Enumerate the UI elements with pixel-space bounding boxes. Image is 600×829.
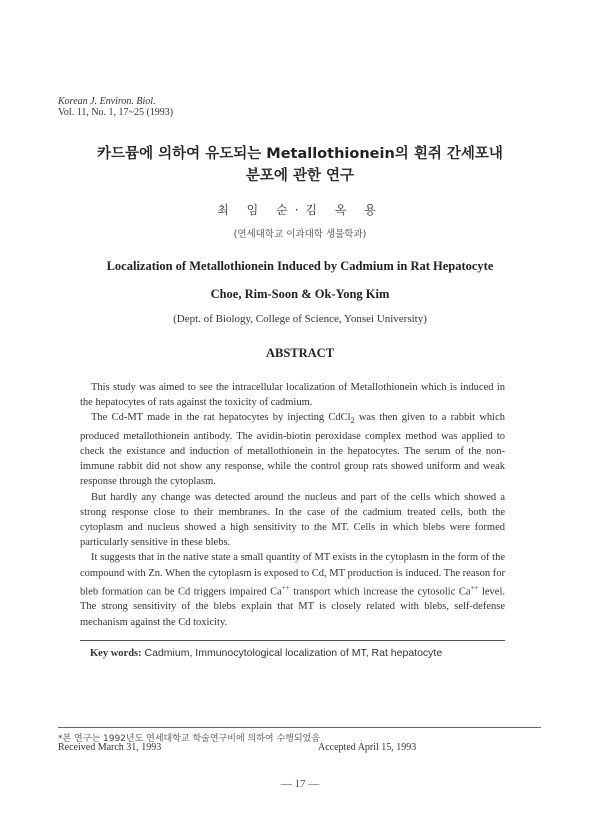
keywords-text: Cadmium, Immunocytological localization of MT, Rat hepatocyte [144, 647, 443, 659]
korean-title-line2: 분포에 관한 연구 [245, 168, 355, 184]
english-affiliation: (Dept. of Biology, College of Science, Yonsei University) [173, 313, 427, 325]
journal-citation [58, 96, 173, 118]
english-authors: Choe, Rim-Soon & Ok-Yong Kim [210, 287, 390, 301]
received-date: Received March 31, 1993 [58, 742, 162, 753]
korean-authors: 최 임 순·김 옥 용 [217, 203, 383, 217]
abstract-p2-text-2: was then given to a rabbit which produced metallothionein antibody. The avidin-biotin peroxidase complex method was applied to check the existance and induction of metallothionein in the hepatocytes. The serum of the non-immune rabbit did not show any response, while the control group rats showed uniform and weak response through the cytoplasm. [80, 412, 505, 488]
korean-title-line1: 카드뮴에 의하여 유도되는 Metallothionein의 흰쥐 간세포내 [97, 146, 503, 162]
accepted-date: Accepted April 15, 1993 [318, 742, 417, 753]
subscript-2: 2 [350, 416, 355, 426]
korean-affiliation: (연세대학교 이과대학 생물학과) [233, 229, 367, 240]
superscript-plus-2: ++ [470, 583, 479, 592]
superscript-plus-1: ++ [281, 583, 290, 592]
abstract-divider [80, 640, 505, 641]
abstract-p4-text-1: It suggests that in the native state a small quantity of MT exists in the cytoplasm in the form of the compound with Zn. When the cytoplasm is exposed to Cd, MT production is induced. The reason for bleb formation can be Cd triggers impaired Ca [80, 552, 505, 598]
keywords-label: Key words: [90, 648, 142, 659]
abstract-paragraph-2 [80, 410, 505, 489]
abstract-p4-text-2: transport which increase the cytosolic Ca [289, 586, 471, 598]
abstract-p4-text-3: level. The strong sensitivity of the blebs explain that MT is closely related with blebs, self-defense mechanism against the Cd toxicity. [80, 586, 506, 628]
page-number: — 17 — [280, 778, 320, 790]
journal-name: Korean J. Environ. Biol. [58, 96, 156, 107]
funding-footnote: *본 연구는 1992년도 연세대학교 학술연구비에 의하여 수행되었음 [58, 734, 320, 744]
abstract-paragraph-3: But hardly any change was detected around the nucleus and part of the cells which showed a strong response close to their membranes. In the case of the cadmium treated cells, both the cytoplasm and nucleus showed a high sensitivity to the MT. Cells in which blebs were formed particularly sensitive in these blebs. [80, 491, 505, 549]
abstract-p2-text-1: The Cd-MT made in the rat hepatocytes by injecting CdCl [91, 412, 351, 424]
footnote-divider [58, 727, 541, 728]
keywords [90, 647, 442, 659]
abstract-body [80, 380, 505, 630]
abstract-paragraph-1: This study was aimed to see the intracellular localization of Metallothionein which is induced in the hepatocytes of rats against the toxicity of cadmium. [80, 382, 505, 409]
journal-volume: Vol. 11, No. 1, 17~25 (1993) [58, 107, 174, 118]
abstract-paragraph-4 [80, 550, 505, 630]
abstract-heading: ABSTRACT [265, 346, 335, 360]
english-title: Localization of Metallothionein Induced by Cadmium in Rat Hepatocyte [106, 259, 494, 273]
korean-title [0, 143, 600, 187]
